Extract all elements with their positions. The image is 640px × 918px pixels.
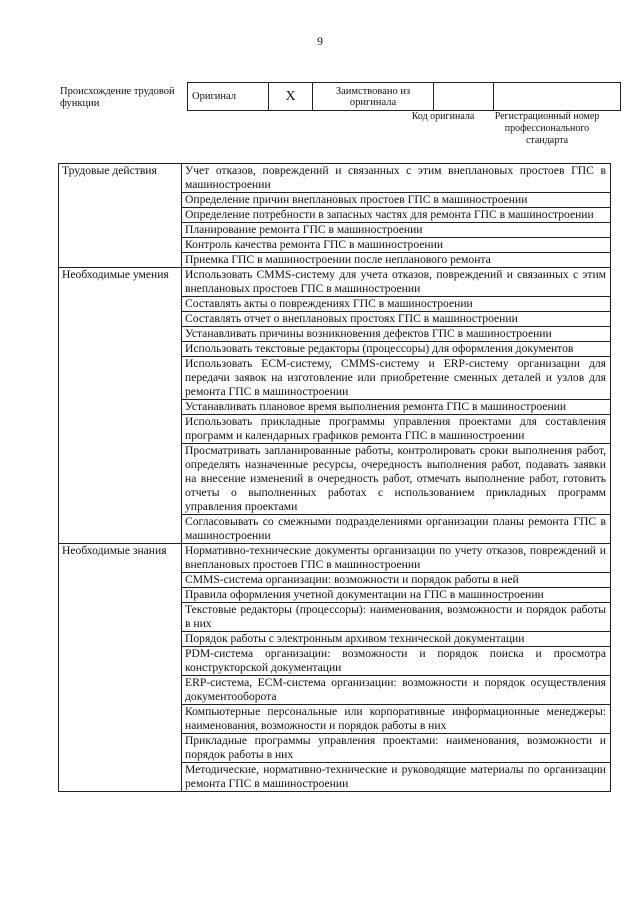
original-cell: Оригинал xyxy=(188,83,269,111)
table-cell: PDM-система организации: возможности и порядок поиска и просмотра конструкторской документации xyxy=(182,647,611,676)
section-title: Трудовые действия xyxy=(59,164,182,268)
section-title: Необходимые знания xyxy=(59,544,182,792)
table-cell: Составлять отчет о внеплановых простоях ГПС в машиностроении xyxy=(182,312,611,327)
table-cell: CMMS-система организации: возможности и порядок работы в ней xyxy=(182,573,611,588)
table-cell: Определение потребности в запасных частях для ремонта ГПС в машиностроении xyxy=(182,208,611,223)
table-cell: ERP-система, ECM-система организации: возможности и порядок осуществления документооборота xyxy=(182,676,611,705)
table-cell: Прикладные программы управления проектами: наименования, возможности и порядок работы в них xyxy=(182,734,611,763)
code-cell xyxy=(434,83,494,111)
table-cell: Использовать прикладные программы управления проектами для составления программ и календарных графиков ремонта ГПС в машиностроении xyxy=(182,415,611,444)
table-cell: Порядок работы с электронным архивом технической документации xyxy=(182,632,611,647)
borrowed-cell: Заимствовано из оригинала xyxy=(313,83,434,111)
origin-table xyxy=(187,82,621,111)
code-caption: Код оригинала xyxy=(411,111,475,122)
table-row xyxy=(59,164,611,193)
table-cell: Использовать CMMS-систему для учета отказов, повреждений и связанных с этим внеплановых простоев ГПС в машиностроении xyxy=(182,268,611,297)
table-cell: Методические, нормативно-технические и руководящие материалы по организации ремонта ГПС в машиностроении xyxy=(182,763,611,792)
table-cell: Использовать ECM-систему, CMMS-систему и ERP-систему организации для передачи заявок на изготовление или приобретение сменных деталей и узлов для ремонта ГПС в машиностроении xyxy=(182,357,611,400)
table-row xyxy=(59,544,611,573)
table-cell: Правила оформления учетной документации на ГПС в машиностроении xyxy=(182,588,611,603)
table-row xyxy=(59,268,611,297)
table-cell: Планирование ремонта ГПС в машиностроении xyxy=(182,223,611,238)
origin-label: Происхождение трудовой функции xyxy=(60,86,175,109)
section-title: Необходимые умения xyxy=(59,268,182,544)
table-cell: Использовать текстовые редакторы (процессоры) для оформления документов xyxy=(182,342,611,357)
table-cell: Согласовывать со смежными подразделениями организации планы ремонта ГПС в машиностроении xyxy=(182,515,611,544)
table-cell: Текстовые редакторы (процессоры): наименования, возможности и порядок работы в них xyxy=(182,603,611,632)
table-cell: Контроль качества ремонта ГПС в машиностроении xyxy=(182,238,611,253)
table-cell: Устанавливать причины возникновения дефектов ГПС в машиностроении xyxy=(182,327,611,342)
table-cell: Приемка ГПС в машиностроении после непланового ремонта xyxy=(182,253,611,268)
table-cell: Устанавливать плановое время выполнения ремонта ГПС в машиностроении xyxy=(182,400,611,415)
original-mark: X xyxy=(269,83,313,111)
table-cell: Определение причин внеплановых простоев ГПС в машиностроении xyxy=(182,193,611,208)
table-cell: Составлять акты о повреждениях ГПС в машиностроении xyxy=(182,297,611,312)
table-cell: Нормативно-технические документы организации по учету отказов, повреждений и внеплановых простоев ГПС в машиностроении xyxy=(182,544,611,573)
page-number: 9 xyxy=(317,34,323,48)
table-cell: Компьютерные персональные или корпоративные информационные менеджеры: наименования, возможности и порядок работы в них xyxy=(182,705,611,734)
table-cell: Учет отказов, повреждений и связанных с этим внеплановых простоев ГПС в машиностроении xyxy=(182,164,611,193)
function-table xyxy=(58,163,611,792)
reg-caption: Регистрационный номер профессионального стандарта xyxy=(494,111,600,146)
reg-number-cell xyxy=(494,83,621,111)
table-cell: Просматривать запланированные работы, контролировать сроки выполнения работ, определять назначенные ресурсы, очередность выполнения работ, подавать заявки на внесение изменений в очередность работ, отмечать выполнение работ, готовить отчеты о выполненных работах с использованием прикладных программ управления проектами xyxy=(182,444,611,515)
